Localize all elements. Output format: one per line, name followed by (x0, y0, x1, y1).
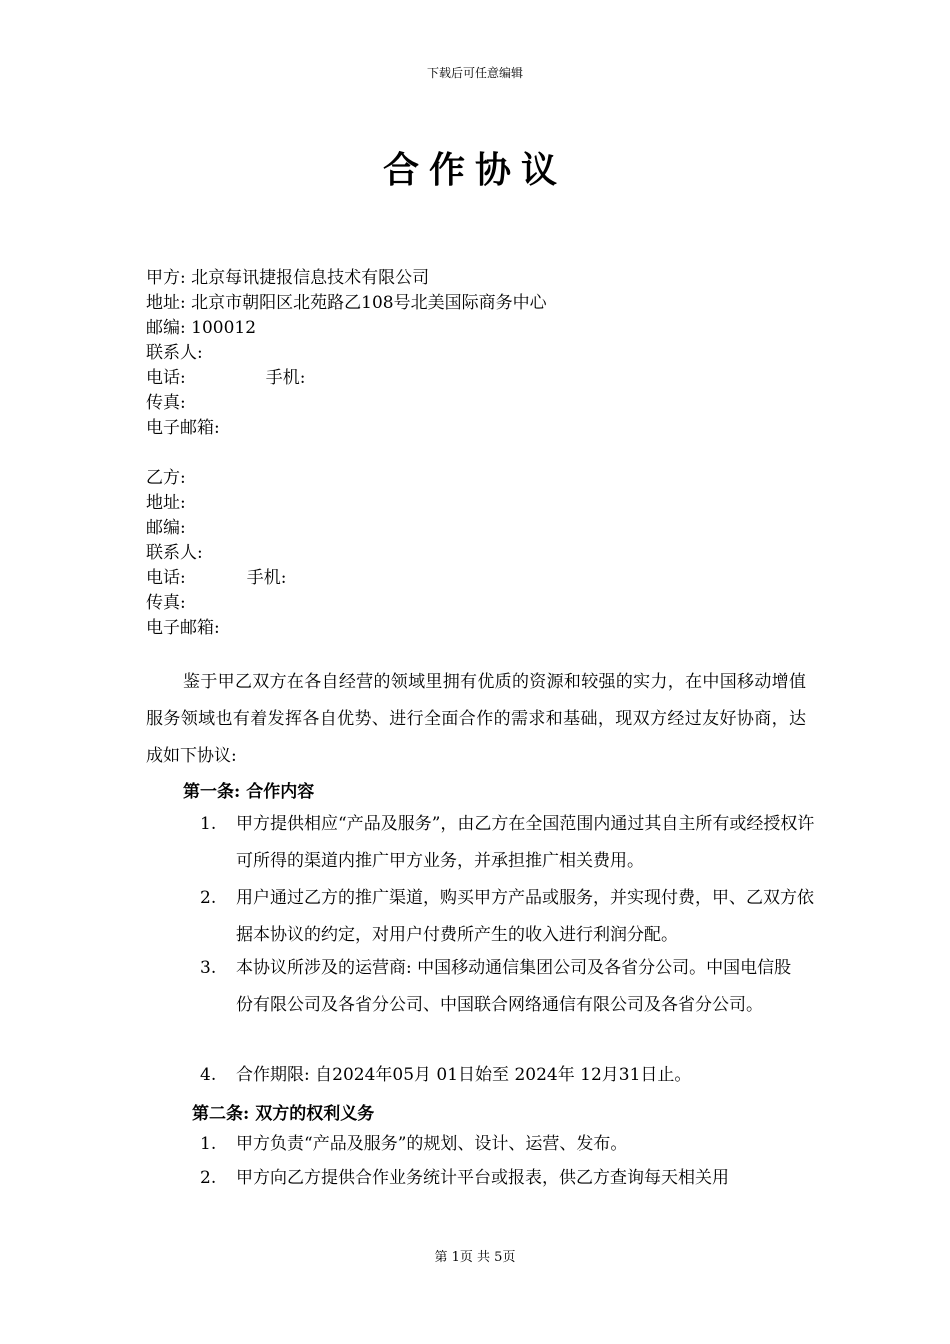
party-a-contact: 联系人: (146, 343, 203, 363)
party-b-zip: 邮编: (146, 518, 186, 538)
item-number: 1. (200, 1134, 217, 1154)
item-number: 4. (200, 1065, 217, 1085)
item-text: 用户通过乙方的推广渠道，购买甲方产品或服务，并实现付费，甲、乙双方依据本协议的约定，对用户付费所产生的收入进行利润分配。 (236, 888, 814, 945)
item-text: 本协议所涉及的运营商: 中国移动通信集团公司及各省分公司。中国电信股份有限公司及各省分公司、中国联合网络通信有限公司及各省分公司。 (236, 958, 792, 1015)
document-title: 合作协议 (382, 149, 567, 191)
party-b-block (146, 466, 286, 641)
party-b-phone-row (146, 566, 286, 591)
party-b-phone: 电话: (146, 568, 186, 588)
party-b-email: 电子邮箱: (146, 618, 220, 638)
party-a-phone: 电话: (146, 368, 186, 388)
party-a-block (146, 266, 547, 441)
page-footer: 第 1页 共 5页 (434, 1250, 516, 1265)
party-a-mobile: 手机: (265, 368, 306, 388)
party-a-address: 地址: 北京市朝阳区北苑路乙108号北美国际商务中心 (146, 293, 547, 313)
party-b-address: 地址: (146, 493, 186, 513)
header-note: 下载后可任意编辑 (426, 66, 523, 80)
section-2-heading: 第二条: 双方的权利义务 (192, 1104, 375, 1124)
party-a-fax: 传真: (146, 393, 186, 413)
item-number: 1. (200, 814, 217, 834)
item-text: 甲方向乙方提供合作业务统计平台或报表，供乙方查询每天相关用 (236, 1168, 729, 1188)
party-b-contact: 联系人: (146, 543, 203, 563)
item-text: 甲方提供相应“产品及服务”，由乙方在全国范围内通过其自主所有或经授权许可所得的渠道内推广甲方业务，并承担推广相关费用。 (236, 814, 815, 871)
item-text: 合作期限: 自2024年05月 01日始至 2024年 12月31日止。 (236, 1065, 692, 1085)
party-b-mobile: 手机: (246, 568, 287, 588)
party-a-email: 电子邮箱: (146, 418, 220, 438)
item-text: 甲方负责“产品及服务”的规划、设计、运营、发布。 (236, 1134, 628, 1154)
intro-paragraph: 鉴于甲乙双方在各自经营的领域里拥有优质的资源和较强的实力，在中国移动增值服务领域也有着发挥各自优势、进行全面合作的需求和基础，现双方经过友好协商，达成如下协议: (146, 672, 806, 766)
party-a-name: 甲方: 北京每讯捷报信息技术有限公司 (146, 268, 430, 288)
item-number: 3. (200, 958, 217, 978)
section-1-heading: 第一条: 合作内容 (183, 782, 315, 802)
item-number: 2. (200, 888, 217, 908)
party-b-name: 乙方: (146, 468, 186, 488)
party-b-fax: 传真: (146, 593, 186, 613)
party-a-zip: 邮编: 100012 (146, 318, 257, 338)
party-a-phone-row (146, 366, 547, 391)
item-number: 2. (200, 1168, 217, 1188)
